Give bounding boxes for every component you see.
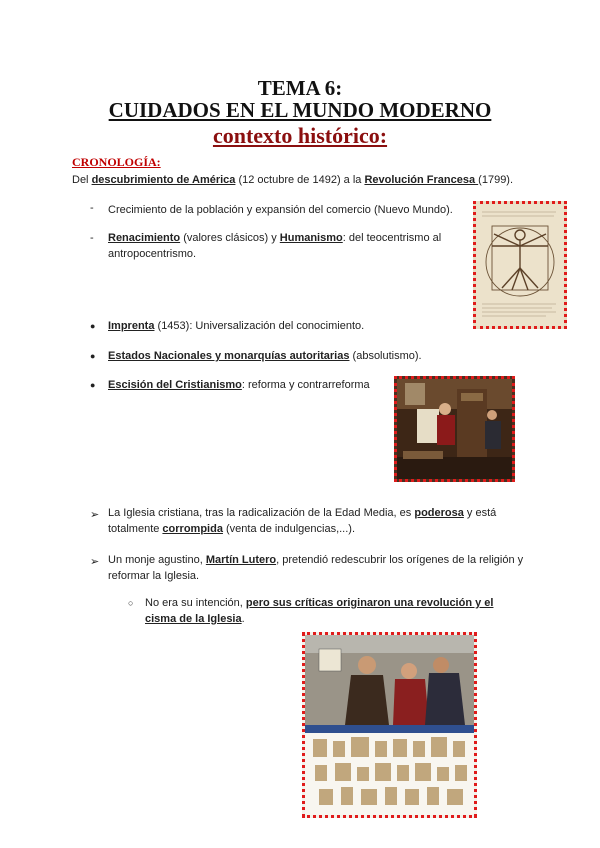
item-emphasis: Estados Nacionales y monarquías autoritarias [108, 350, 350, 362]
cronologia-heading: CRONOLOGÍA: [72, 155, 161, 169]
list-item [108, 552, 538, 584]
item-emphasis: corrompida [162, 523, 223, 535]
intro-emphasis: Revolución Francesa [364, 174, 479, 186]
printing-press-image [394, 376, 515, 482]
item-text: (absolutismo). [349, 350, 422, 362]
item-emphasis: Humanismo [279, 232, 343, 244]
item-text: . [241, 613, 245, 625]
item-text: La Iglesia cristiana, tras la radicalización de la Edad Media, es [108, 507, 415, 519]
item-text: (venta de indulgencias,...). [222, 523, 356, 535]
martin-luther-image [302, 632, 477, 818]
circle-marker: ○ [128, 598, 134, 608]
item-emphasis: poderosa [414, 507, 464, 519]
item-text: y está totalmente [108, 507, 497, 535]
list-item [108, 348, 458, 364]
list-item [108, 318, 458, 334]
intro-text: (1799). [478, 174, 514, 186]
item-emphasis: pero sus críticas originaron una revolución y el cisma de la Iglesia [145, 597, 494, 625]
item-emphasis: Martín Lutero [205, 554, 277, 566]
intro-text: (12 octubre de 1492) a la [235, 174, 365, 186]
bullet-dot: ● [90, 321, 96, 331]
title-line-3: contexto histórico: [212, 123, 388, 148]
bullet-dot: ● [90, 351, 96, 361]
item-text: Un monje agustino, [108, 554, 206, 566]
dash-marker: - [90, 202, 94, 214]
list-item [108, 377, 388, 393]
item-emphasis: Renacimiento [108, 232, 181, 244]
intro-emphasis: descubrimiento de América [91, 174, 236, 186]
vitruvian-man-image [473, 201, 567, 329]
list-item [108, 230, 458, 262]
list-item [108, 202, 468, 218]
intro-text: Del [72, 174, 92, 186]
item-emphasis: Imprenta [108, 320, 155, 332]
arrow-marker: ➢ [90, 556, 100, 568]
cronologia-intro [72, 172, 552, 188]
item-text: : reforma y contrarreforma [241, 379, 370, 391]
title-line-2: CUIDADOS EN EL MUNDO MODERNO [108, 98, 492, 122]
title-line-1: TEMA 6: [257, 76, 343, 100]
list-item [108, 505, 538, 537]
arrow-marker: ➢ [90, 509, 100, 521]
item-text: : del teocentrismo al antropocentrismo. [108, 232, 442, 260]
item-text: , pretendió redescubrir los orígenes de la religión y reformar la Iglesia. [108, 554, 524, 582]
item-emphasis: Escisión del Cristianismo [108, 379, 242, 391]
item-text: No era su intención, [145, 597, 246, 609]
item-text: (1453): Universalización del conocimiento. [154, 320, 365, 332]
list-item [145, 595, 515, 627]
dash-marker: - [90, 232, 94, 244]
item-text: (valores clásicos) y [180, 232, 280, 244]
bullet-dot: ● [90, 380, 96, 390]
item-text: Crecimiento de la población y expansión del comercio (Nuevo Mundo). [108, 204, 453, 216]
